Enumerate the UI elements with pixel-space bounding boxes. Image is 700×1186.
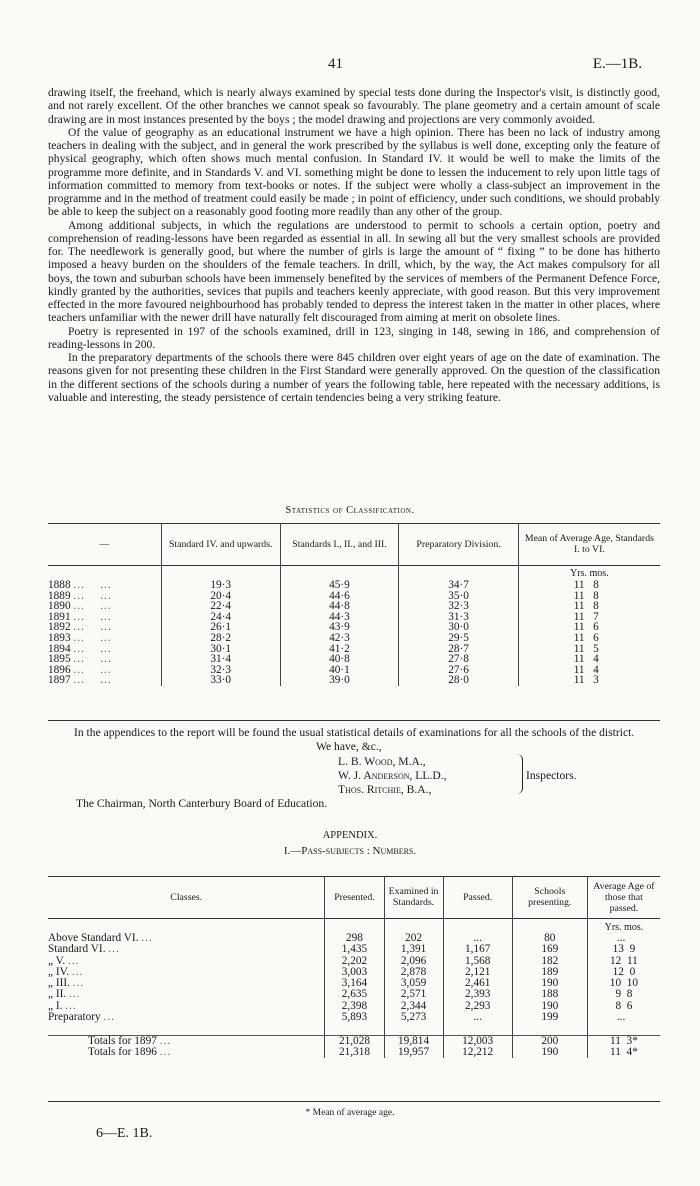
prep-cell: 27·8	[399, 654, 518, 665]
class-cell: „ IV. ...	[48, 967, 325, 978]
examined-cell: 19,814	[384, 1035, 443, 1047]
std4-cell: 22·4	[161, 601, 280, 612]
column-header: Classes.	[48, 876, 325, 919]
presented-cell: 3,003	[325, 967, 384, 978]
prep-cell: 35·0	[399, 591, 518, 602]
mean-age-cell: 11 5	[573, 642, 599, 655]
table-rule	[48, 1101, 660, 1102]
average-age-cell: 12 0	[612, 965, 636, 978]
passed-cell: 12,003	[443, 1035, 512, 1047]
table-row	[48, 1012, 660, 1023]
table-row	[48, 601, 660, 612]
table-row	[48, 944, 660, 955]
average-age-cell: ...	[616, 932, 626, 944]
addressee: The Chairman, North Canterbury Board of Education.	[76, 797, 328, 810]
column-header: Presented.	[325, 876, 384, 919]
paragraph: In the preparatory departments of the schools there were 845 children over eight years of age on the date of examination. The reasons given for not presenting these children in the First Standard were generally approved. On the question of the classification in the different sections of the schools during a number of years the following table, here repeated with the necessary additions, is valuable and interesting, the steady persistence of certain tendencies being a very striking feature.	[48, 351, 660, 404]
mean-age-cell: 11 4	[573, 663, 599, 676]
examined-cell: 19,957	[384, 1047, 443, 1058]
appendix-note: In the appendices to the report will be found the usual statistical details of examinations for all the schools of the district.	[74, 726, 635, 739]
signatory: L. B. Wood, M.A.,	[338, 755, 426, 768]
schools-cell: 189	[512, 967, 587, 978]
prep-cell: 34·7	[399, 580, 518, 591]
prep-cell: 32·3	[399, 601, 518, 612]
class-cell: Preparatory ...	[48, 1012, 325, 1023]
year-cell: 1892 ... ...	[48, 622, 161, 633]
column-header: Examined in Standards.	[384, 876, 443, 919]
prep-cell: 30·0	[399, 622, 518, 633]
examined-cell: 1,391	[384, 944, 443, 955]
table-row	[48, 665, 660, 676]
examined-cell: 2,096	[384, 956, 443, 967]
year-cell: 1893 ... ...	[48, 633, 161, 644]
mean-age-cell: 11 8	[573, 579, 599, 591]
std4-cell: 31·4	[161, 654, 280, 665]
signatory-role: Inspectors.	[526, 769, 577, 782]
report-body	[48, 86, 660, 404]
leader-dots: ...	[159, 1034, 172, 1047]
leader-dots: ...	[68, 954, 80, 967]
prep-cell: 31·3	[399, 612, 518, 623]
schools-cell: 188	[512, 989, 587, 1000]
mean-age-cell: 11 6	[573, 621, 599, 634]
passed-cell: 2,121	[443, 967, 512, 978]
std1-3-cell: 40·8	[280, 654, 399, 665]
presented-cell: 1,435	[325, 944, 384, 955]
prep-cell: 29·5	[399, 633, 518, 644]
table-row	[48, 622, 660, 633]
appendix-title: APPENDIX.	[322, 830, 378, 841]
paragraph: Poetry is represented in 197 of the schools examined, drill in 123, singing in 148, sewing in 186, and comprehension of reading-lessons in 200.	[48, 324, 660, 351]
class-cell: Standard VI. ...	[48, 944, 325, 955]
leader-dots: ...	[72, 977, 85, 990]
std4-cell: 26·1	[161, 622, 280, 633]
passed-cell: 1,167	[443, 944, 512, 955]
presented-cell: 2,202	[325, 956, 384, 967]
std4-cell: 19·3	[161, 580, 280, 591]
examined-cell: 2,878	[384, 967, 443, 978]
spacer-row	[48, 1023, 660, 1035]
leader-dots: ...	[103, 1011, 116, 1024]
signature-brace	[514, 754, 523, 794]
totals-row	[48, 1047, 660, 1058]
presented-cell: 21,028	[325, 1035, 384, 1047]
schools-cell: 190	[512, 1001, 587, 1012]
column-header: —	[48, 523, 161, 566]
prep-cell: 28·0	[399, 675, 518, 686]
average-age-cell: 9 8	[615, 988, 633, 1001]
passed-cell: ...	[443, 933, 512, 944]
leader-dots: ... ...	[73, 621, 112, 634]
leader-dots: ...	[159, 1045, 172, 1058]
column-header: Average Age of those that passed.	[593, 880, 655, 914]
std1-3-cell: 42·3	[280, 633, 399, 644]
std4-cell: 24·4	[161, 612, 280, 623]
examined-cell: 2,344	[384, 1001, 443, 1012]
class-cell: Totals for 1897 ...	[48, 1035, 325, 1047]
leader-dots: ... ...	[73, 610, 112, 623]
footer-reference: 6—E. 1B.	[96, 1126, 153, 1141]
schools-cell: 190	[512, 978, 587, 989]
passed-cell: 1,568	[443, 956, 512, 967]
std1-3-cell: 43·9	[280, 622, 399, 633]
year-cell: 1895 ... ...	[48, 654, 161, 665]
column-header: Mean of Average Age, Standards I. to VI.	[524, 533, 654, 555]
pass-subjects-table-body	[48, 919, 660, 1059]
presented-cell: 5,893	[325, 1012, 384, 1023]
leader-dots: ... ...	[73, 653, 112, 666]
examined-cell: 2,571	[384, 989, 443, 1000]
class-cell: „ I. ...	[48, 1001, 325, 1012]
average-age-cell: 10 10	[609, 977, 639, 990]
year-cell: 1891 ... ...	[48, 612, 161, 623]
passed-cell: 2,461	[443, 978, 512, 989]
average-age-cell: 11 3*	[587, 1035, 660, 1047]
leader-dots: ... ...	[73, 600, 112, 613]
paragraph: Of the value of geography as an educational instrument we have a high opinion. There has been no lack of industry among teachers in dealing with the subject, and in general the work prescribed by the syllabus is well done, excepting only the feature of physical geography, which often shows much mental confusion. In Standard IV. it would be well to make the limits of the programme more definite, and in Standards V. and VI. something might be done to lessen the inducement to rely upon little tags of information committed to memory from text-books or notes. If the subject were wholly a class-subject an improvement in the programme and in the method of treatment could easily be made ; in point of efficiency, under such conditions, we should probably be able to keep the subject on a reasonably good footing more readily than any other of the group.	[48, 125, 660, 219]
std1-3-cell: 45·9	[280, 580, 399, 591]
year-cell: 1894 ... ...	[48, 644, 161, 655]
table-row	[48, 580, 660, 591]
average-age-cell: 8 6	[615, 999, 633, 1012]
class-cell: „ III. ...	[48, 978, 325, 989]
paragraph: Among additional subjects, in which the regulations are understood to permit to schools a certain option, poetry and comprehension of reading-lessons have been regarded as essential in all. In sewing all but the very smallest schools are provided for. The needlework is generally good, but where the number of girls is large the amount of “ fixing ” to be done has hitherto imposed a heavy burden on the shoulders of the female teachers. In drill, which, by the way, the Act makes compulsory for all boys, the town and suburban schools have been immensely benefited by the services of members of the Permanent Defence Force, kindly granted by the authorities, sevices that pupils and teachers keenly appreciate, with good reason. But this very improvement effected in the more favoured neighbourhood has probably tended to depress the interest taken in the matter in other places, where teachers unfamiliar with the newer drill have naturally felt discouraged from aiming at merit on obsolete lines.	[48, 218, 660, 325]
column-header: Preparatory Division.	[399, 523, 518, 566]
stats-table-title: Statistics of Classification.	[285, 505, 415, 516]
appendix-subtitle: I.—Pass-subjects : Numbers.	[283, 845, 417, 857]
presented-cell: 3,164	[325, 978, 384, 989]
classification-table-body	[48, 566, 660, 686]
column-header: Schools presenting.	[512, 876, 587, 919]
paragraph: drawing itself, the freehand, which is nearly always examined by special tests done during the Inspector's visit, is distinctly good, and not rarely excellent. Of the other branches we cannot speak so favourably. The plane geometry and a certain amount of scale drawing are in most instances presented by the boys ; the model drawing and projections are very commonly avoided.	[48, 86, 660, 126]
mean-age-cell: 11 3	[573, 674, 599, 687]
schools-cell: 80	[512, 933, 587, 944]
schools-cell: 200	[512, 1035, 587, 1047]
column-header: Standards I., II., and III.	[280, 523, 399, 566]
schools-cell: 199	[512, 1012, 587, 1023]
table-row	[48, 644, 660, 655]
examined-cell: 5,273	[384, 1012, 443, 1023]
std4-cell: 20·4	[161, 591, 280, 602]
prep-cell: 28·7	[399, 644, 518, 655]
leader-dots: ...	[108, 943, 120, 956]
std4-cell: 32·3	[161, 665, 280, 676]
passed-cell: 2,293	[443, 1001, 512, 1012]
presented-cell: 21,318	[325, 1047, 384, 1058]
std1-3-cell: 40·1	[280, 665, 399, 676]
page-number: 41	[328, 56, 343, 72]
table-row	[48, 654, 660, 665]
average-age-cell: 13 9	[612, 943, 636, 956]
year-cell: 1896 ... ...	[48, 665, 161, 676]
schools-cell: 169	[512, 944, 587, 955]
mean-age-cell: 11 6	[573, 631, 599, 644]
passed-cell: 2,393	[443, 989, 512, 1000]
average-age-cell: 12 11	[610, 954, 638, 967]
table-row	[48, 675, 660, 686]
units-label: Yrs. mos.	[587, 919, 660, 934]
examined-cell: 202	[384, 933, 443, 944]
std1-3-cell: 41·2	[280, 644, 399, 655]
year-cell: 1890 ... ...	[48, 601, 161, 612]
std1-3-cell: 44·3	[280, 612, 399, 623]
passed-cell: 12,212	[443, 1047, 512, 1058]
average-age-cell: ...	[616, 1011, 626, 1024]
average-age-cell: 11 4*	[610, 1045, 638, 1058]
leader-dots: ...	[71, 965, 84, 978]
year-cell: 1888 ... ...	[48, 580, 161, 591]
leader-dots: ... ...	[73, 642, 112, 655]
table-rule	[48, 720, 660, 721]
class-cell: „ II. ...	[48, 989, 325, 1000]
signatory: Thos. Ritchie, B.A.,	[338, 783, 432, 796]
units-label: Yrs. mos.	[518, 566, 660, 581]
prep-cell: 27·6	[399, 665, 518, 676]
table-row	[48, 633, 660, 644]
leader-dots: ...	[69, 988, 81, 1001]
presented-cell: 2,635	[325, 989, 384, 1000]
mean-age-cell: 11 7	[573, 610, 599, 623]
leader-dots: ... ...	[73, 589, 112, 602]
presented-cell: 2,398	[325, 1001, 384, 1012]
mean-age-cell: 11 8	[573, 600, 599, 613]
presented-cell: 298	[325, 933, 384, 944]
examined-cell: 3,059	[384, 978, 443, 989]
class-cell: Totals for 1896 ...	[48, 1047, 325, 1058]
leader-dots: ...	[65, 999, 77, 1012]
mean-age-cell: 11 8	[573, 589, 599, 602]
class-cell: Above Standard VI. ...	[48, 933, 325, 944]
classification-table	[48, 523, 660, 686]
std4-cell: 28·2	[161, 633, 280, 644]
std4-cell: 33·0	[161, 675, 280, 686]
leader-dots: ... ...	[73, 674, 112, 687]
column-header: Standard IV. and upwards.	[161, 523, 280, 566]
schools-cell: 182	[512, 956, 587, 967]
table-row	[48, 591, 660, 602]
year-cell: 1889 ... ...	[48, 591, 161, 602]
std1-3-cell: 39·0	[280, 675, 399, 686]
leader-dots: ... ...	[73, 631, 112, 644]
column-header: Passed.	[443, 876, 512, 919]
std4-cell: 30·1	[161, 644, 280, 655]
signatory: W. J. Anderson, LL.D.,	[338, 769, 447, 782]
schools-cell: 190	[512, 1047, 587, 1058]
passed-cell: ...	[443, 1012, 512, 1023]
table-row	[48, 612, 660, 623]
leader-dots: ... ...	[73, 663, 112, 676]
class-cell: „ V. ...	[48, 956, 325, 967]
page-reference: E.—1B.	[592, 56, 642, 72]
footnote: * Mean of average age.	[305, 1108, 395, 1118]
mean-age-cell: 11 4	[573, 653, 599, 666]
pass-subjects-table	[48, 876, 660, 1058]
year-cell: 1897 ... ...	[48, 675, 161, 686]
we-have: We have, &c.,	[316, 740, 382, 753]
leader-dots: ...	[141, 932, 153, 944]
std1-3-cell: 44·8	[280, 601, 399, 612]
std1-3-cell: 44·6	[280, 591, 399, 602]
leader-dots: ... ...	[73, 579, 112, 591]
